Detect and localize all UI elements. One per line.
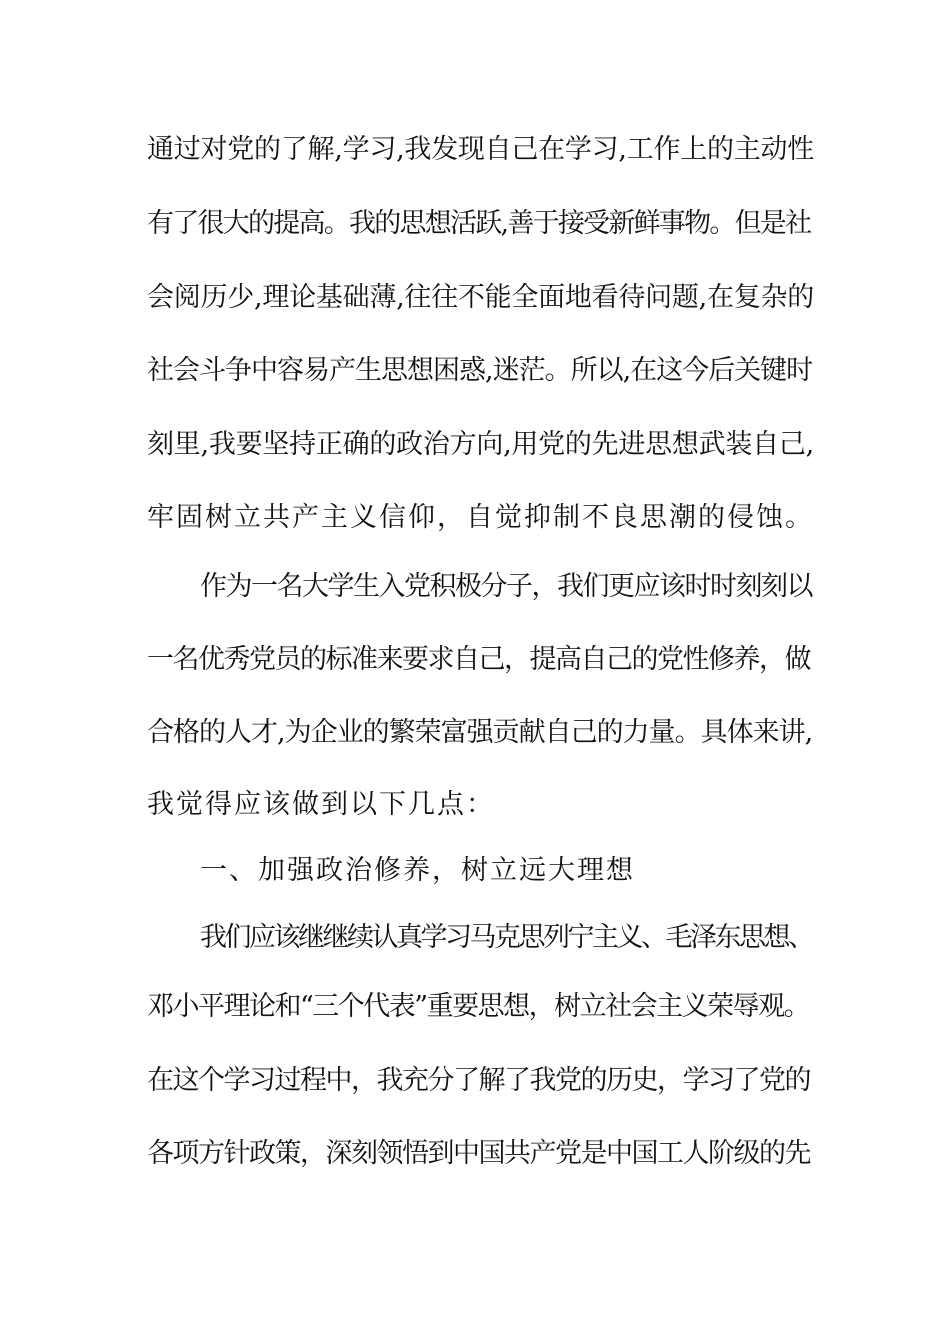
text-line: 牢固树立共产主义信仰，自觉抑制不良思潮的侵蚀。 xyxy=(147,502,814,533)
text-line: 一名优秀党员的标准来要求自己，提高自己的党性修养，做 xyxy=(147,644,810,675)
text-line: 合格的人才,为企业的繁荣富强贡献自己的力量。具体来讲, xyxy=(147,717,813,748)
text-line: 我觉得应该做到以下几点： xyxy=(147,789,495,820)
text-line: 刻里,我要坚持正确的政治方向,用党的先进思想武装自己, xyxy=(147,429,814,460)
text-line: 通过对党的了解,学习,我发现自己在学习,工作上的主动性 xyxy=(147,134,814,165)
text-line: 邓小平理论和“三个代表”重要思想，树立社会主义荣辱观。 xyxy=(147,991,810,1022)
section-heading: 一、加强政治修养，树立远大理想 xyxy=(200,855,635,886)
text-line: 各项方针政策，深刻领悟到中国共产党是中国工人阶级的先 xyxy=(147,1138,810,1169)
paragraph-first-line: 作为一名大学生入党积极分子，我们更应该时时刻刻以 xyxy=(200,571,812,602)
text-line: 会阅历少,理论基础薄,往往不能全面地看待问题,在复杂的 xyxy=(147,282,814,313)
text-line: 在这个学习过程中，我充分了解了我党的历史，学习了党的 xyxy=(147,1065,810,1096)
paragraph-first-line: 我们应该继继续认真学习马克思列宁主义、毛泽东思想、 xyxy=(200,922,813,953)
text-line: 社会斗争中容易产生思想困惑,迷茫。所以,在这今后关键时 xyxy=(147,355,813,386)
text-line: 有了很大的提高。我的思想活跃,善于接受新鲜事物。但是社 xyxy=(147,208,811,239)
